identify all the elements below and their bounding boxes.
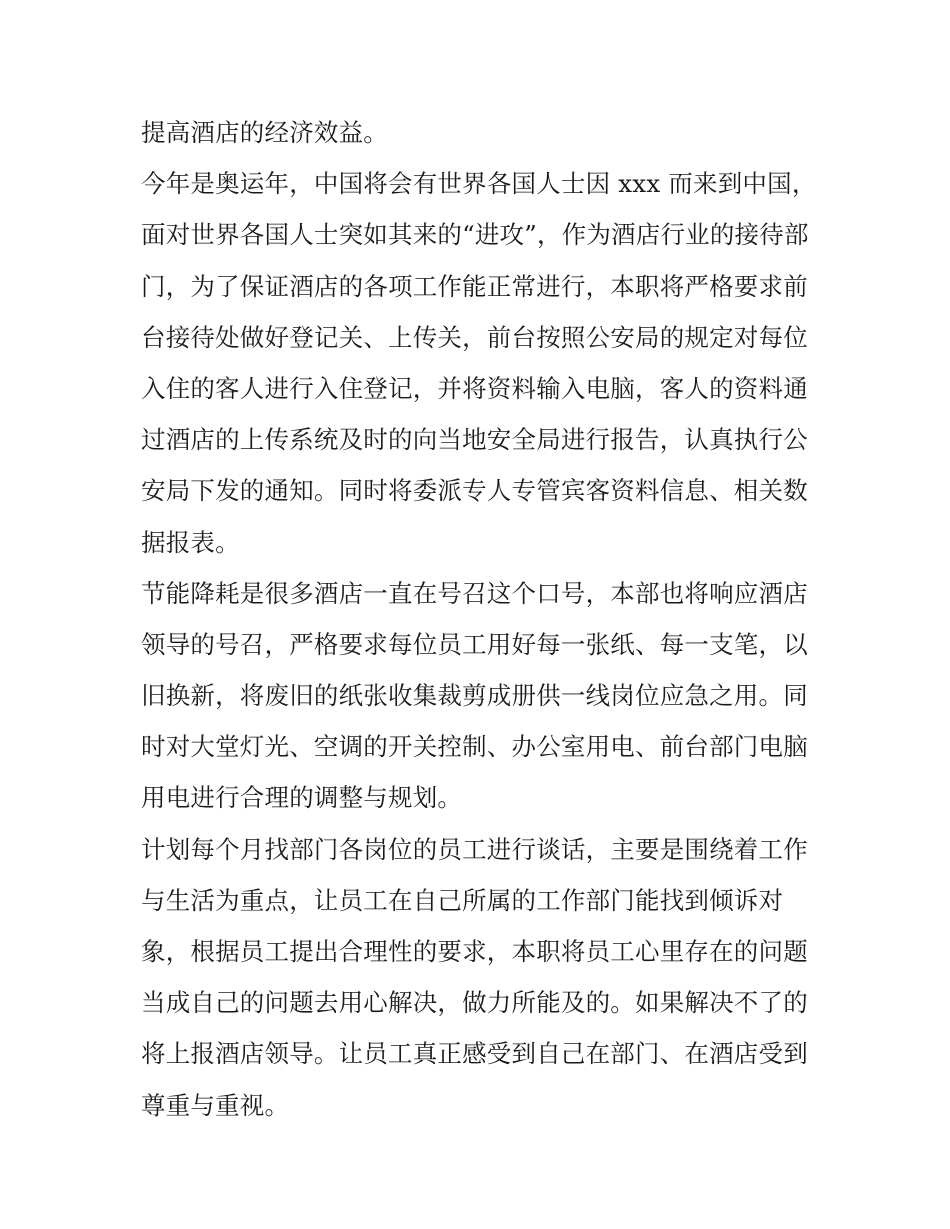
document-body — [141, 107, 821, 1131]
text-line: 领导的号召，严格要求每位员工用好每一张纸、每一支笔，以 — [141, 629, 808, 659]
text-line: 当成自己的问题去用心解决，做力所能及的。如果解决不了的 — [141, 988, 808, 1018]
text-line: 将上报酒店领导。让员工真正感受到自己在部门、在酒店受到 — [141, 1039, 808, 1069]
text-line: 时对大堂灯光、空调的开关控制、办公室用电、前台部门电脑 — [141, 732, 808, 762]
text-line: 用电进行合理的调整与规划。 — [141, 783, 463, 813]
text-line: 台接待处做好登记关、上传关，前台按照公安局的规定对每位 — [141, 322, 808, 352]
text-line: 门，为了保证酒店的各项工作能正常进行，本职将严格要求前 — [141, 271, 808, 301]
text-line: 与生活为重点，让员工在自己所属的工作部门能找到倾诉对 — [141, 885, 784, 915]
text-line: 入住的客人进行入住登记，并将资料输入电脑，客人的资料通 — [141, 373, 808, 403]
text-line: 据报表。 — [141, 527, 240, 557]
text-line: 今年是奥运年，中国将会有世界各国人士因 xxx 而来到中国， — [141, 169, 817, 199]
text-line: 计划每个月找部门各岗位的员工进行谈话，主要是围绕着工作 — [141, 834, 808, 864]
text-line: 象，根据员工提出合理性的要求，本职将员工心里存在的问题 — [141, 937, 808, 966]
text-line: 提高酒店的经济效益。 — [141, 118, 388, 147]
text-line: 过酒店的上传系统及时的向当地安全局进行报告，认真执行公 — [141, 425, 808, 455]
text-line: 节能降耗是很多酒店一直在号召这个口号，本部也将响应酒店 — [141, 578, 808, 608]
text-line: 安局下发的通知。同时将委派专人专管宾客资料信息、相关数 — [141, 476, 808, 506]
text-line: 旧换新，将废旧的纸张收集裁剪成册供一线岗位应急之用。同 — [141, 681, 808, 711]
text-line: 尊重与重视。 — [141, 1090, 290, 1120]
text-line: 面对世界各国人士突如其来的“进攻”，作为酒店行业的接待部 — [141, 220, 809, 250]
